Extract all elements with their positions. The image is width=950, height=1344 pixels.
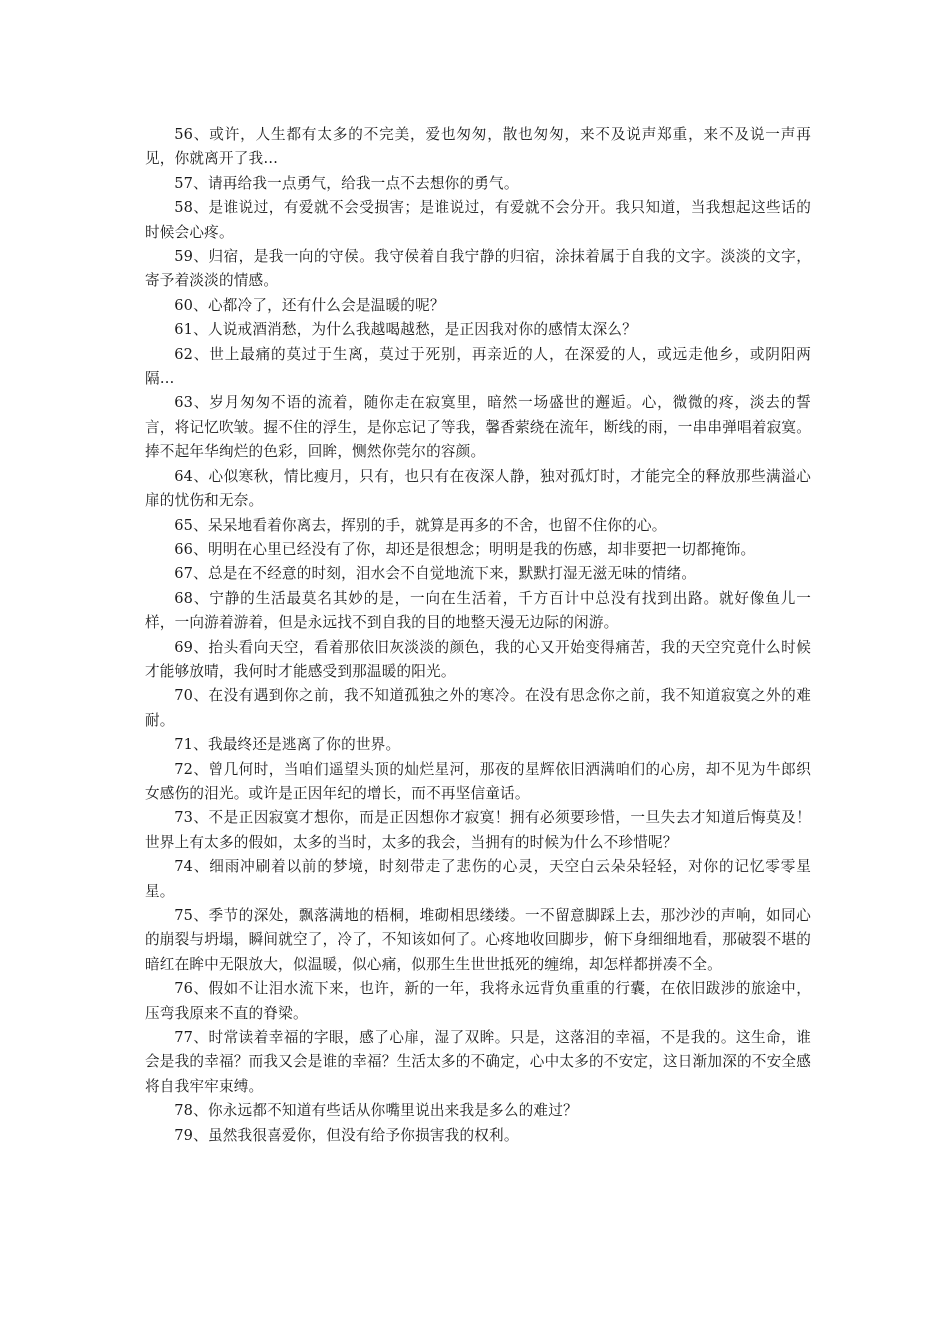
paragraph-65: 65、呆呆地看着你离去，挥别的手，就算是再多的不舍，也留不住你的心。 <box>174 516 667 534</box>
paragraph-71: 71、我最终还是逃离了你的世界。 <box>174 736 401 754</box>
paragraph-75: 75、季节的深处，飘落满地的梧桐，堆砌相思缕缕。一不留意脚踩上去，那沙沙的声响，如同心的崩裂与坍塌，瞬间就空了，冷了，不知该如何了。心疼地收回脚步，俯下身细细地看，那破裂不堪的暗红在眸中无限放大，似温暖，似心痛，似那生生世世抵死的缠绵，却怎样都拼凑不全。 <box>145 907 811 973</box>
paragraph-58: 58、是谁说过，有爱就不会受损害；是谁说过，有爱就不会分开。我只知道，当我想起这些话的时候会心疼。 <box>145 199 811 241</box>
paragraph-72: 72、曾几何时，当咱们遥望头顶的灿烂星河，那夜的星辉依旧洒满咱们的心房，却不见为牛郎织女感伤的泪光。或许是正因年纪的增长，而不再坚信童话。 <box>145 760 811 802</box>
paragraph-70: 70、在没有遇到你之前，我不知道孤独之外的寒冷。在没有思念你之前，我不知道寂寞之外的难耐。 <box>145 687 811 729</box>
paragraph-61: 61、人说戒酒消愁，为什么我越喝越愁，是正因我对你的感情太深么？ <box>174 321 637 339</box>
paragraph-78: 78、你永远都不知道有些话从你嘴里说出来我是多么的难过？ <box>174 1102 578 1120</box>
document-body <box>145 123 811 1148</box>
paragraph-59: 59、归宿，是我一向的守侯。我守侯着自我宁静的归宿，涂抹着属于自我的文字。淡淡的文字，寄予着淡淡的情感。 <box>145 248 811 290</box>
paragraph-57: 57、请再给我一点勇气，给我一点不去想你的勇气。 <box>174 174 519 192</box>
paragraph-63: 63、岁月匆匆不语的流着，随你走在寂寞里，暗然一场盛世的邂逅。心，微微的疼，淡去的誓言，将记忆吹皱。握不住的浮生，是你忘记了等我，馨香萦绕在流年，断线的雨，一串串弹唱着寂寞。捧不起年华绚烂的色彩，回眸，恻然你莞尔的容颜。 <box>145 394 811 461</box>
paragraph-73: 73、不是正因寂寞才想你，而是正因想你才寂寞！拥有必须要珍惜，一旦失去才知道后悔莫及！世界上有太多的假如，太多的当时，太多的我会，当拥有的时候为什么不珍惜呢？ <box>145 809 811 851</box>
paragraph-77: 77、时常读着幸福的字眼，感了心扉，湿了双眸。只是，这落泪的幸福，不是我的。这生命，谁会是我的幸福？而我又会是谁的幸福？生活太多的不确定，心中太多的不安定，这日渐加深的不安全感将自我牢牢束缚。 <box>145 1029 811 1095</box>
paragraph-68: 68、宁静的生活最莫名其妙的是，一向在生活着，千方百计中总没有找到出路。就好像鱼儿一样，一向游着游着，但是永远找不到自我的目的地整天漫无边际的闲游。 <box>145 589 811 632</box>
paragraph-67: 67、总是在不经意的时刻，泪水会不自觉地流下来，默默打湿无滋无味的情绪。 <box>174 565 697 583</box>
paragraph-79: 79、虽然我很喜爱你，但没有给予你损害我的权利。 <box>174 1126 519 1144</box>
paragraph-60: 60、心都冷了，还有什么会是温暖的呢？ <box>174 296 445 314</box>
paragraph-66: 66、明明在心里已经没有了你，却还是很想念；明明是我的伤感，却非要把一切都掩饰。 <box>174 540 756 558</box>
paragraph-62: 62、世上最痛的莫过于生离，莫过于死别，再亲近的人，在深爱的人，或远走他乡，或阴阳两隔… <box>145 345 811 388</box>
paragraph-64: 64、心似寒秋，情比瘦月，只有，也只有在夜深人静，独对孤灯时，才能完全的释放那些满溢心扉的忧伤和无奈。 <box>145 467 811 510</box>
paragraph-69: 69、抬头看向天空，看着那依旧灰淡淡的颜色，我的心又开始变得痛苦，我的天空究竟什么时候才能够放晴，我何时才能感受到那温暖的阳光。 <box>145 638 811 680</box>
paragraph-56: 56、或许，人生都有太多的不完美，爱也匆匆，散也匆匆，来不及说声郑重，来不及说一声再见，你就离开了我… <box>145 126 811 168</box>
paragraph-76: 76、假如不让泪水流下来，也许，新的一年，我将永远背负重重的行囊，在依旧跋涉的旅途中，压弯我原来不直的脊梁。 <box>145 980 811 1022</box>
paragraph-74: 74、细雨冲刷着以前的梦境，时刻带走了悲伤的心灵，天空白云朵朵轻轻，对你的记忆零零星星。 <box>145 858 811 900</box>
